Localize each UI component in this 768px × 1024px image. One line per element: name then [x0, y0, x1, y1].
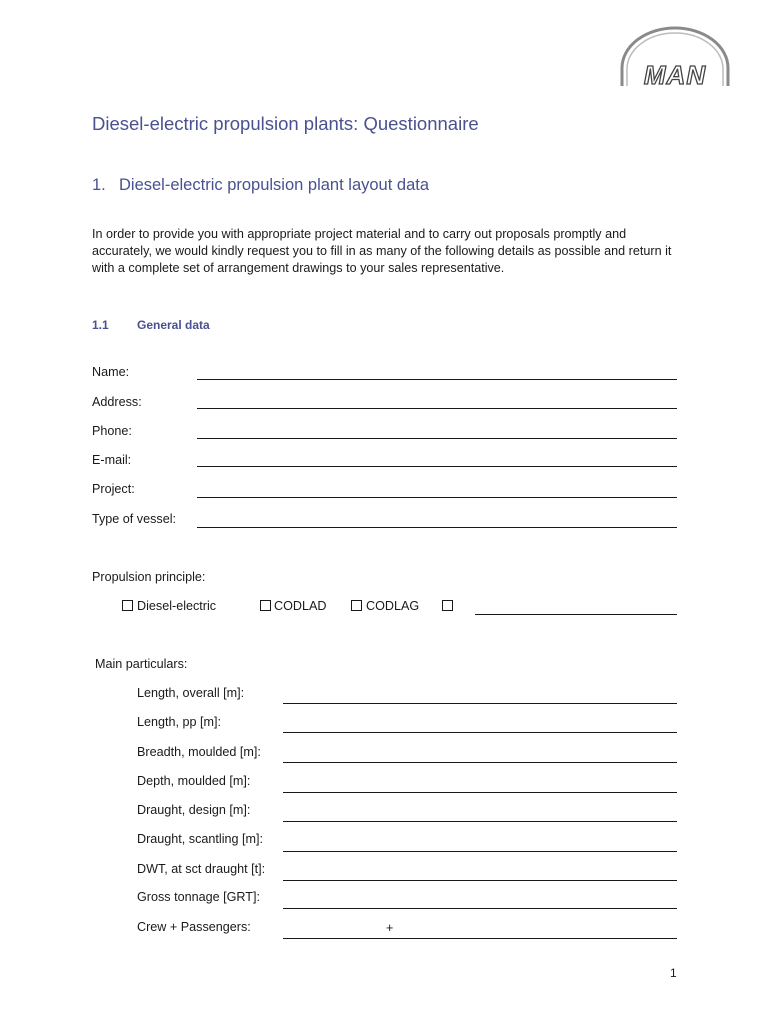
project-field[interactable]: [197, 497, 677, 498]
section-heading: [92, 176, 429, 195]
name-field[interactable]: [197, 379, 677, 380]
page-number: 1: [670, 966, 677, 980]
document-title: Diesel-electric propulsion plants: Questionnaire: [92, 113, 479, 134]
draught-scantling-label: Draught, scantling [m]:: [137, 832, 263, 846]
section-title: Diesel-electric propulsion plant layout data: [119, 176, 430, 194]
main-particulars-label: Main particulars:: [95, 657, 188, 671]
other-propulsion-checkbox[interactable]: [442, 600, 453, 611]
crew-passengers-separator: +: [386, 921, 394, 935]
breadth-label: Breadth, moulded [m]:: [137, 745, 261, 759]
codlag-label: CODLAG: [366, 599, 420, 613]
codlad-checkbox[interactable]: [260, 600, 271, 611]
crew-passengers-label: Crew + Passengers:: [137, 920, 251, 934]
diesel-electric-label: Diesel-electric: [137, 599, 217, 613]
crew-passengers-field[interactable]: [283, 938, 677, 939]
address-label: Address:: [92, 395, 142, 409]
project-label: Project:: [92, 482, 135, 496]
gross-tonnage-label: Gross tonnage [GRT]:: [137, 890, 260, 904]
depth-label: Depth, moulded [m]:: [137, 774, 251, 788]
other-propulsion-field[interactable]: [475, 614, 677, 615]
draught-scantling-field[interactable]: [283, 851, 677, 852]
propulsion-label: Propulsion principle:: [92, 570, 206, 584]
vessel-type-field[interactable]: [197, 527, 677, 528]
vessel-type-label: Type of vessel:: [92, 512, 176, 526]
dwt-label: DWT, at sct draught [t]:: [137, 862, 266, 876]
subsection-title: General data: [137, 318, 210, 332]
gross-tonnage-field[interactable]: [283, 908, 677, 909]
dwt-field[interactable]: [283, 880, 677, 881]
phone-label: Phone:: [92, 424, 132, 438]
length-overall-field[interactable]: [283, 703, 677, 704]
email-field[interactable]: [197, 466, 677, 467]
name-label: Name:: [92, 365, 130, 379]
subsection-number: 1.1: [92, 318, 109, 332]
email-label: E-mail:: [92, 453, 132, 467]
man-logo: [616, 24, 734, 90]
phone-field[interactable]: [197, 438, 677, 439]
length-pp-field[interactable]: [283, 732, 677, 733]
address-field[interactable]: [197, 408, 677, 409]
draught-design-label: Draught, design [m]:: [137, 803, 251, 817]
codlad-label: CODLAD: [274, 599, 327, 613]
svg-text:MAN: MAN: [643, 60, 707, 90]
breadth-field[interactable]: [283, 762, 677, 763]
codlag-checkbox[interactable]: [351, 600, 362, 611]
depth-field[interactable]: [283, 792, 677, 793]
section-number: 1.: [92, 176, 106, 194]
subsection-heading: [92, 318, 210, 332]
length-overall-label: Length, overall [m]:: [137, 686, 245, 700]
draught-design-field[interactable]: [283, 821, 677, 822]
length-pp-label: Length, pp [m]:: [137, 715, 222, 729]
diesel-electric-checkbox[interactable]: [122, 600, 133, 611]
intro-paragraph: In order to provide you with appropriate project material and to carry out proposals promptly and accurately, we would kindly request you to fill in as many of the following details as possible and return it with a complete set of arrangement drawings to your sales representative.: [92, 227, 672, 275]
